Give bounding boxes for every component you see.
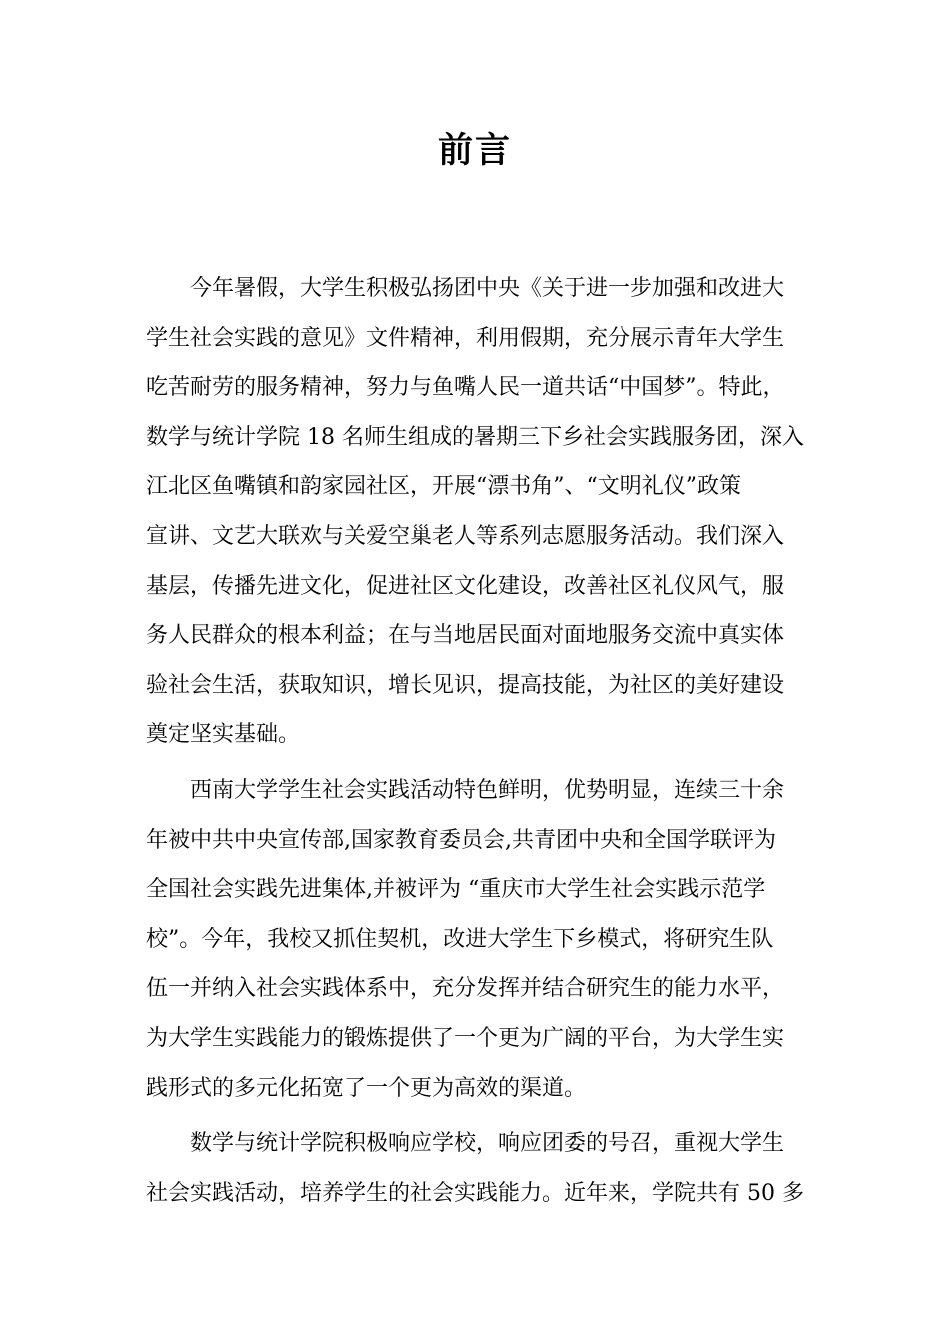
text-line: 西南大学学生社会实践活动特色鲜明，优势明显，连续三十余 [190, 777, 785, 803]
text-line: 社会实践活动，培养学生的社会实践能力。近年来，学院共有 50 多 [146, 1180, 804, 1206]
paragraph [146, 766, 806, 1113]
text-line: 今年暑假，大学生积极弘扬团中央《关于进一步加强和改进大 [190, 276, 785, 301]
paragraph [146, 1119, 806, 1218]
text-line: 校”。今年，我校又抓住契机，改进大学生下乡模式，将研究生队 [146, 926, 774, 952]
text-line: 验社会生活，获取知识，增长见识，提高技能，为社区的美好建设 [146, 672, 785, 698]
text-line: 基层，传播先进文化，促进社区文化建设，改善社区礼仪风气，服 [146, 573, 785, 599]
text-line: 践形式的多元化拓宽了一个更为高效的渠道。 [146, 1075, 587, 1101]
text-line: 全国社会实践先进集体,并被评为 “重庆市大学生社会实践示范学 [146, 877, 766, 903]
paragraph [146, 264, 806, 760]
page-title: 前言 [437, 130, 512, 171]
text-line: 数学与统计学院 18 名师生组成的暑期三下乡社会实践服务团，深入 [146, 424, 804, 450]
text-line: 数学与统计学院积极响应学校，响应团委的号召，重视大学生 [190, 1131, 785, 1157]
text-line: 年被中共中央宣传部,国家教育委员会,共青团中央和全国学联评为 [146, 827, 776, 853]
text-line: 学生社会实践的意见》文件精神，利用假期，充分展示青年大学生 [146, 325, 785, 351]
text-line: 伍一并纳入社会实践体系中，充分发挥并结合研究生的能力水平， [146, 976, 785, 1002]
text-line: 奠定坚实基础。 [146, 722, 301, 748]
text-line: 吃苦耐劳的服务精神，努力与鱼嘴人民一道共话“中国梦”。特此， [146, 375, 785, 401]
text-line: 宣讲、文艺大联欢与关爱空巢老人等系列志愿服务活动。我们深入 [146, 523, 785, 549]
text-line: 为大学生实践能力的锻炼提供了一个更为广阔的平台，为大学生实 [146, 1025, 785, 1051]
text-line: 务人民群众的根本利益；在与当地居民面对面地服务交流中真实体 [146, 623, 785, 649]
document-body [146, 264, 806, 1218]
text-line: 江北区鱼嘴镇和韵家园社区，开展“漂书角”、“文明礼仪”政策 [146, 474, 741, 500]
